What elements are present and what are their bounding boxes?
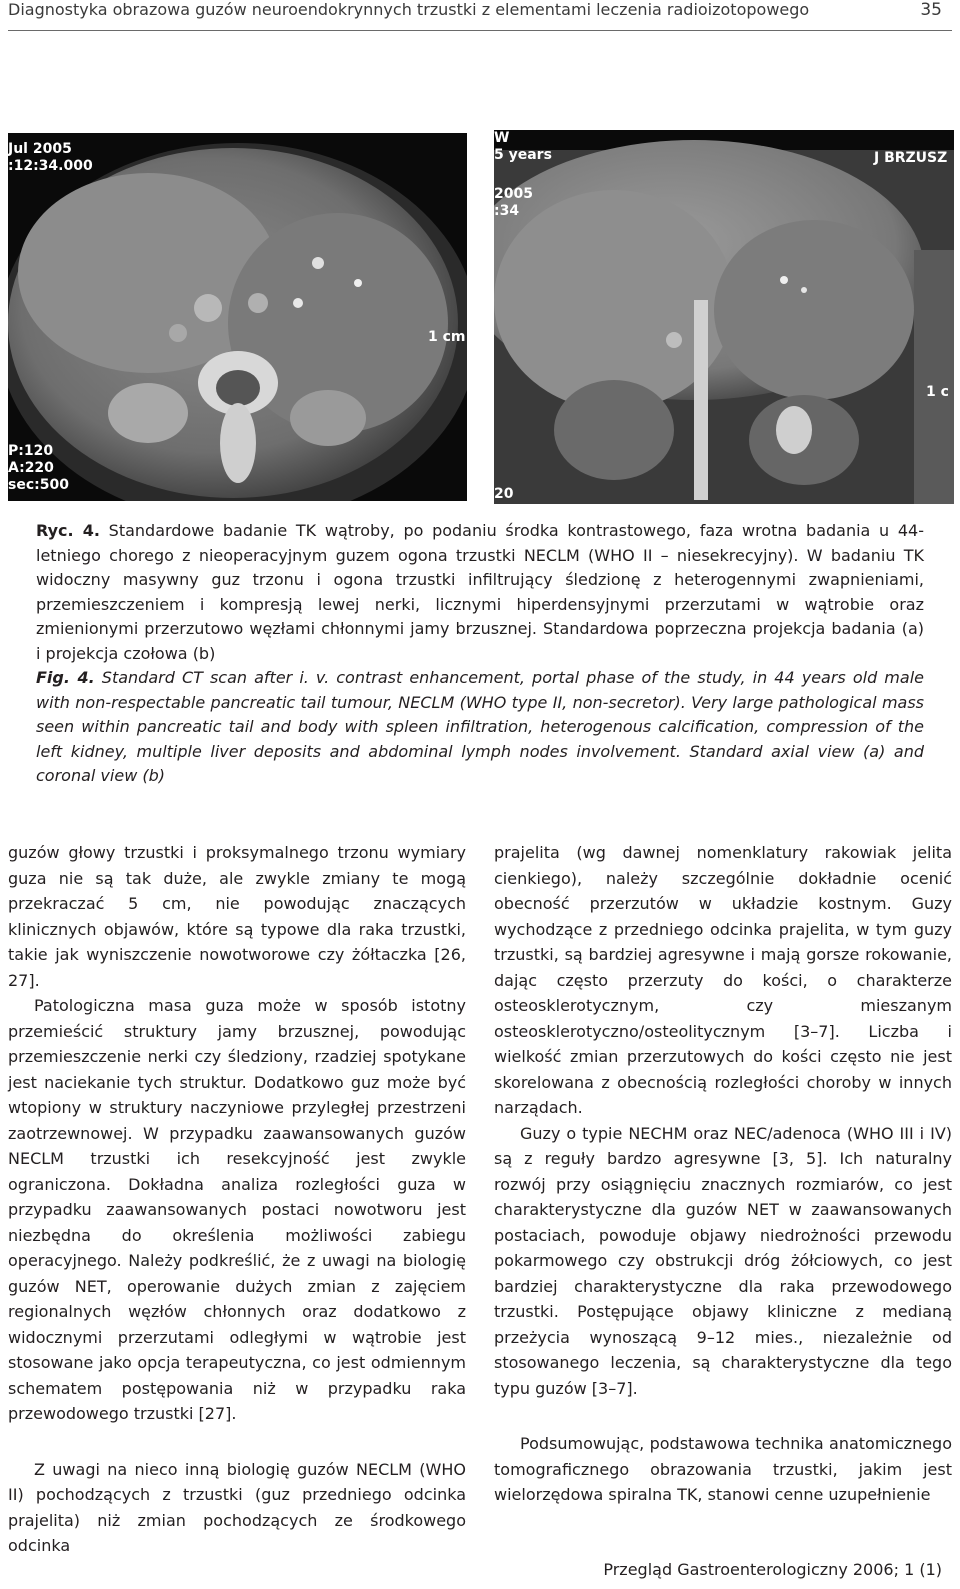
ct-axial-overlay-date: Jul 2005 :12:34.000 (8, 141, 93, 174)
body-column-left (8, 840, 466, 1559)
figure-caption (36, 519, 924, 789)
page-number: 35 (920, 0, 942, 20)
caption-polish (36, 519, 924, 666)
paragraph: guzów głowy trzustki i proksymalnego trzonu wymiary guza nie są tak duże, ale zwykle zmiany te mogą przekraczać 5 cm, nie powodując znaczących klinicznych objawów, które są typowe dla raka trzustki, takie jak wyniszczenie nowotworowe czy żółtaczka [26, 27]. (8, 843, 466, 990)
ct-image-axial (8, 133, 467, 501)
ct-axial-graphic (8, 133, 467, 501)
caption-english-text: Standard CT scan after i. v. contrast enhancement, portal phase of the study, in 44 years old male with non-respectable pancreatic tail tumour, NECLM (WHO type II, non-secretor). Very large pathological mass seen within pancreatic tail and body with spleen infiltration, heterogenous calcification, compression of the left kidney, multiple liver deposits and abdominal lymph nodes involvement. Standard axial view (a) and coronal view (b) (36, 668, 924, 785)
body-column-right (494, 840, 952, 1508)
running-header-title: Diagnostyka obrazowa guzów neuroendokrynnych trzustki z elementami leczenia radioizotopowego (8, 0, 810, 19)
paragraph: Z uwagi na nieco inną biologię guzów NECLM (WHO II) pochodzących z trzustki (guz przedniego odcinka prajelita) niż zmian pochodzących ze środkowego odcinka (8, 1459, 466, 1555)
caption-english (36, 666, 924, 789)
paragraph: prajelita (wg dawnej nomenklatury rakowiak jelita cienkiego), należy szczególnie dokładnie ocenić obecność przerzutów w układzie kostnym. Guzy wychodzące z przedniego odcinka prajelita, w tym guzy trzustki, są bardziej agresywne i mają gorsze rokowanie, dając często przerzuty do kości, o charakterze osteosklerotycznym, czy mieszanym osteosklerotyczno/osteolitycznym [3–7]. Liczba i wielkość zmian przerzutowych do kości często nie jest skorelowana z obecnością rozległości choroby w innych narządach. (494, 843, 952, 1117)
journal-footer: Przegląd Gastroenterologiczny 2006; 1 (1) (603, 1560, 942, 1579)
paragraph: Podsumowując, podstawowa technika anatomicznego tomograficznego obrazowania trzustki, jakim jest wielorzędowa spiralna TK, stanowi cenne uzupełnienie (494, 1434, 952, 1504)
ct-coronal-overlay-name: J BRZUSZ (874, 150, 948, 166)
ct-axial-overlay-params: P:120 A:220 sec:500 (8, 443, 69, 493)
caption-polish-label: Ryc. 4. (36, 521, 100, 540)
caption-polish-text: Standardowe badanie TK wątroby, po podaniu środka kontrastowego, faza wrotna badania u 44-letniego chorego z nieoperacyjnym guzem ogona trzustki NECLM (WHO II – niesekrecyjny). W badaniu TK widoczny masywny guz trzonu i ogona trzustki infiltrujący śledzionę z heterogennymi zwapnieniami, przemieszczeniem i kompresją lewej nerki, licznymi hiperdensyjnymi przerzutami w wątrobie oraz zmienionymi przerzutowo węzłami chłonnymi jamy brzusznej. Standardowa poprzeczna projekcja badania (a) i projekcja czołowa (b) (36, 521, 924, 663)
header-rule (8, 30, 952, 31)
ct-coronal-overlay-scale: 1 c (926, 384, 949, 400)
paragraph: Patologiczna masa guza może w sposób istotny przemieścić struktury jamy brzusznej, powodując przemieszczenie nerki czy śledziony, rzadziej spotykane jest naciekanie tych struktur. Dodatkowo guz może być wtopiony w struktury naczyniowe przyległej przestrzeni zaotrzewnowej. W przypadku zaawansowanych guzów NECLM trzustki ich resekcyjność jest zwykle ograniczona. Dokładna analiza rozległości guza w przypadku zaawansowanych postaci nowotworu jest niezbędna do określenia możliwości zabiegu operacyjnego. Należy podkreślić, że z uwagi na biologię guzów NET, operowanie dużych zmian z zajęciem regionalnych węzłów chłonnych oraz dodatkowo z widocznymi przerzutami odległymi w wątrobie jest stosowane jako opcja terapeutyczna, co jest odmiennym schematem postępowania niż w przypadku raka przewodowego trzustki [27]. (8, 996, 466, 1423)
ct-image-coronal (494, 130, 954, 504)
ct-axial-overlay-scale: 1 cm (428, 329, 466, 345)
ct-coronal-overlay-date: 2005 :34 (494, 186, 533, 219)
ct-coronal-graphic (494, 130, 954, 504)
caption-english-label: Fig. 4. (36, 668, 95, 687)
ct-coronal-overlay-bottom: 20 (494, 486, 514, 502)
paragraph: Guzy o typie NECHM oraz NEC/adenoca (WHO III i IV) są z reguły bardzo agresywne [3, 5]. Ich naturalny rozwój przy osiągnięciu znacznych rozmiarów, co jest charakterystyczne dla guzów NET w zaawansowanych postaciach, powoduje objawy niedrożności przewodu pokarmowego czy obstrukcji dróg żółciowych, co jest bardziej charakterystyczne dla raka przewodowego trzustki. Postępujące objawy kliniczne z medianą przeżycia wynoszącą 9–12 mies., niezależnie od stosowanego leczenia, są charakterystyczne dla tego typu guzów [3–7]. (494, 1123, 952, 1398)
ct-coronal-overlay-patient: W 5 years (494, 130, 552, 163)
